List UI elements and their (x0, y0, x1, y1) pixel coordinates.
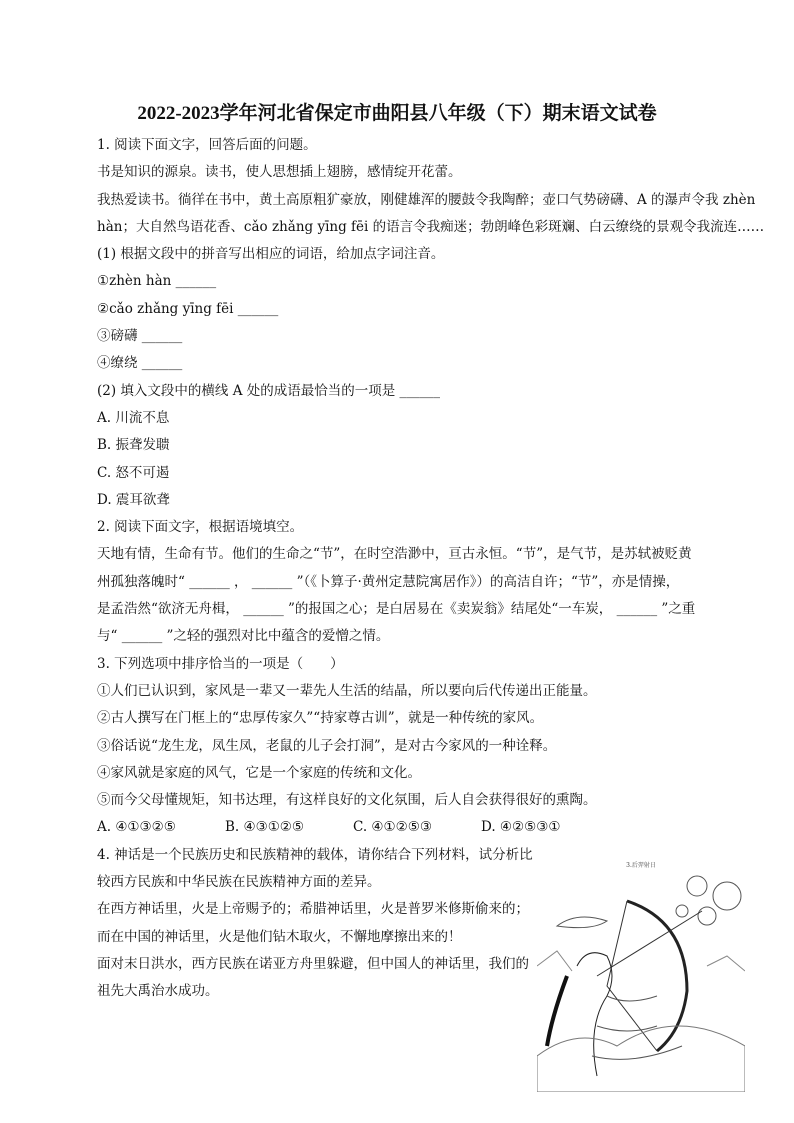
q4-line: 而在中国的神话里，火是他们钻木取火，不懈地摩擦出来的！ (97, 928, 462, 945)
text-line: ②cǎo zhǎng yīng fēi ______ (97, 300, 279, 317)
text-line: (2) 填入文段中的横线 A 处的成语最恰当的一项是 ______ (97, 382, 441, 399)
option-b: B. ④③①②⑤ (225, 819, 305, 836)
page-title: 2022-2023学年河北省保定市曲阳县八年级（下）期末语文试卷 (137, 103, 657, 124)
archer-drawing (537, 856, 745, 1092)
text-line: ③俗话说“龙生龙，凤生凤，老鼠的儿子会打洞”，是对古今家风的一种诠释。 (97, 737, 557, 754)
text-line: 是孟浩然“欲济无舟楫， ______ ”的报国之心；是白居易在《卖炭翁》结尾处“一车炭， ______ ”之重 (97, 601, 696, 618)
archer-illustration (537, 856, 745, 1092)
text-line: 2. 阅读下面文字，根据语境填空。 (97, 519, 304, 536)
q4-line: 面对末日洪水，西方民族在诺亚方舟里躲避，但中国人的神话里，我们的 (97, 955, 529, 972)
text-line: ⑤而今父母懂规矩，知书达理，有这样良好的文化氛围，后人自会获得很好的熏陶。 (97, 792, 597, 809)
text-line: 天地有情，生命有节。他们的生命之“节”，在时空浩渺中，亘古永恒。“节”，是气节，是苏轼被贬黄 (97, 546, 692, 563)
text-line: 3. 下列选项中排序恰当的一项是（ ） (97, 655, 344, 672)
q4-line: 在西方神话里，火是上帝赐予的；希腊神话里，火是普罗米修斯偷来的； (97, 901, 529, 918)
text-line: 与“ ______ ”之轻的强烈对比中蕴含的爱憎之情。 (97, 628, 390, 645)
text-line: ②古人撰写在门框上的“忠厚传家久”“持家尊古训”，就是一种传统的家风。 (97, 710, 544, 727)
figure-caption: 3.后羿射日 (626, 862, 656, 869)
text-line: ④家风就是家庭的风气，它是一个家庭的传统和文化。 (97, 764, 421, 781)
text-line: 书是知识的源泉。读书，使人思想插上翅膀，感情绽开花蕾。 (97, 164, 462, 181)
option-c: C. ④①②⑤③ (353, 819, 432, 836)
text-line: (1) 根据文段中的拼音写出相应的词语，给加点字词注音。 (97, 246, 445, 263)
text-line: 州孤独落魄时“ ______ ， ______ ”（《卜算子·黄州定慧院寓居作》）的高洁自许；“节”，亦是情操， (97, 573, 680, 590)
text-line: 我热爱读书。徜徉在书中，黄土高原粗犷豪放，刚健雄浑的腰鼓令我陶醉；壶口气势磅礴、A 的瀑声令我 zhèn (97, 191, 756, 208)
text-line: B. 振聋发聩 (97, 437, 170, 454)
q3-options (97, 814, 737, 841)
text-line: ④缭绕 ______ (97, 355, 183, 372)
option-d: D. ④②⑤③① (481, 819, 561, 836)
q4-line: 4. 神话是一个民族历史和民族精神的载体，请你结合下列材料，试分析比 (97, 846, 533, 863)
text-line: ①人们已认识到，家风是一辈又一辈先人生活的结晶，所以要向后代传递出正能量。 (97, 682, 597, 699)
text-line: hàn；大自然鸟语花香、cǎo zhǎng yīng fēi 的语言令我痴迷；勃朗峰色彩斑斓、白云缭绕的景观令我流连…… (97, 218, 765, 235)
text-line: ①zhèn hàn ______ (97, 273, 217, 290)
q4-line: 较西方民族和中华民族在民族精神方面的差异。 (97, 874, 381, 891)
option-a: A. ④①③②⑤ (97, 819, 176, 836)
text-line: C. 怒不可遏 (97, 464, 170, 481)
text-line: D. 震耳欲聋 (97, 491, 170, 508)
text-line: ③磅礴 ______ (97, 328, 183, 345)
text-line: 1. 阅读下面文字，回答后面的问题。 (97, 137, 317, 153)
q4-line: 祖先大禹治水成功。 (97, 983, 219, 1000)
text-line: A. 川流不息 (97, 409, 170, 426)
